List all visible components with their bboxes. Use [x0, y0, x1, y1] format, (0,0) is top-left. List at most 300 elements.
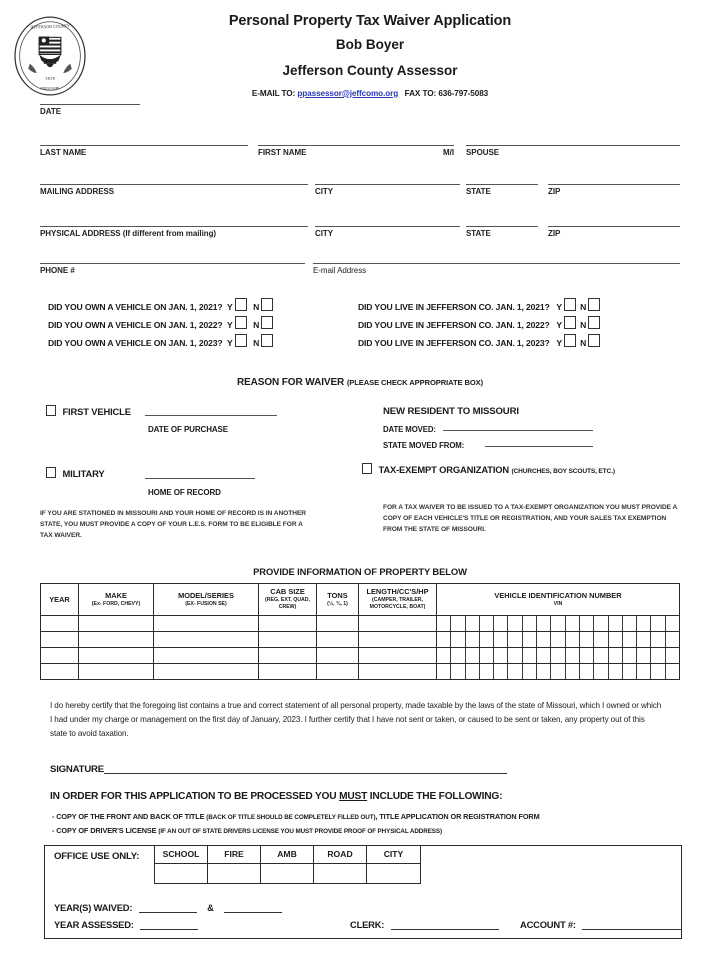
vin-box[interactable]: [580, 616, 594, 631]
physical-address-label: PHYSICAL ADDRESS (If different from mailing): [40, 229, 217, 238]
property-cell[interactable]: [79, 632, 154, 648]
vin-box[interactable]: [466, 616, 480, 631]
vin-box[interactable]: [637, 616, 651, 631]
physical-city-rule[interactable]: [315, 226, 460, 227]
home-of-record-rule[interactable]: [145, 478, 255, 479]
checkbox-military[interactable]: [46, 467, 56, 478]
vin-box[interactable]: [551, 632, 565, 647]
vin-cell[interactable]: [437, 632, 680, 648]
year-assessed-label: YEAR ASSESSED:: [54, 919, 134, 930]
property-table: [40, 583, 680, 680]
yes-text: Y: [556, 302, 562, 312]
vin-box[interactable]: [594, 648, 608, 663]
requirement-item-1: [52, 810, 672, 824]
vin-box[interactable]: [523, 632, 537, 647]
live-no-2022[interactable]: [580, 320, 602, 330]
fax-label: FAX TO:: [404, 88, 437, 98]
vin-box[interactable]: [451, 664, 465, 679]
email-field-label: E-mail Address: [313, 266, 367, 275]
property-cell[interactable]: [154, 632, 259, 648]
office-value-fire[interactable]: [208, 864, 261, 884]
property-cell[interactable]: [259, 664, 317, 680]
military-note: IF YOU ARE STATIONED IN MISSOURI AND YOUR HOME OF RECORD IS IN ANOTHER STATE, YOU MUST PROVIDE A COPY OF YOUR L.E.S. FORM TO BE ELIGIBLE FOR A TAX WAIVER.: [40, 510, 307, 539]
vin-box[interactable]: [508, 616, 522, 631]
date-label: DATE: [40, 107, 61, 116]
office-col-fire: FIRE: [208, 846, 261, 864]
physical-address-field[interactable]: [40, 226, 308, 238]
year-assessed-row[interactable]: [54, 919, 198, 930]
vin-box[interactable]: [451, 616, 465, 631]
reason-heading-note: (PLEASE CHECK APPROPRIATE BOX): [346, 378, 484, 387]
property-cell[interactable]: [317, 648, 359, 664]
mailing-city-label: CITY: [315, 187, 334, 196]
svg-text:JEFFERSON COUNTY: JEFFERSON COUNTY: [30, 23, 70, 30]
clerk-row[interactable]: [350, 919, 499, 930]
physical-city-field[interactable]: [315, 226, 460, 238]
office-value-road[interactable]: [314, 864, 367, 884]
live-county-label-2022: DID YOU LIVE IN JEFFERSON CO. JAN. 1, 2022?: [358, 320, 550, 330]
own-vehicle-row-2021: [48, 298, 275, 312]
col-year: [41, 584, 79, 616]
physical-state-label: STATE: [466, 229, 491, 238]
requirements-heading-after: INCLUDE THE FOLLOWING:: [367, 791, 503, 802]
military-option[interactable]: [46, 467, 105, 479]
vin-box[interactable]: [523, 616, 537, 631]
email-rule[interactable]: [313, 263, 680, 264]
property-cell[interactable]: [259, 616, 317, 632]
email-label: E-MAIL TO:: [251, 88, 296, 98]
yes-text: Y: [227, 320, 233, 330]
no-text: N: [253, 338, 260, 348]
col-cab-size-sub: (REG, EXT, QUAD, CREW): [265, 597, 310, 611]
mailing-state-label: STATE: [466, 187, 491, 196]
spouse-label: SPOUSE: [466, 148, 500, 157]
col-vin-label: VEHICLE IDENTIFICATION NUMBER: [494, 590, 622, 600]
vin-cell[interactable]: [437, 664, 680, 680]
vin-box[interactable]: [580, 648, 594, 663]
vin-box[interactable]: [623, 616, 637, 631]
own-vehicle-label-2023: DID YOU OWN A VEHICLE ON JAN. 1, 2023?: [48, 338, 223, 348]
col-length-label: LENGTH/CC'S/HP: [366, 587, 429, 596]
contact-line: [100, 89, 640, 98]
col-year-label: YEAR: [49, 594, 70, 604]
date-rule[interactable]: [40, 104, 140, 105]
property-cell[interactable]: [359, 616, 437, 632]
tax-exempt-note: (CHURCHES, BOY SCOUTS, ETC.): [511, 468, 615, 475]
vin-box[interactable]: [580, 632, 594, 647]
yes-text: Y: [556, 338, 562, 348]
property-cell[interactable]: [154, 664, 259, 680]
vin-box[interactable]: [666, 632, 679, 647]
years-waived-input-2[interactable]: [224, 903, 282, 913]
years-waived-input-1[interactable]: [139, 903, 197, 913]
office-use-header-row: [155, 846, 421, 864]
requirement-2-note: (IF AN OUT OF STATE DRIVERS LICENSE YOU MUST PROVIDE PROOF OF PHYSICAL ADDRESS): [158, 827, 442, 835]
checkbox-own-no-2022[interactable]: [261, 316, 273, 329]
col-make-label: MAKE: [105, 590, 127, 600]
mailing-city-rule[interactable]: [315, 184, 460, 185]
vin-box[interactable]: [651, 648, 665, 663]
years-waived-row[interactable]: [54, 902, 282, 913]
checkbox-own-yes-2021[interactable]: [235, 298, 247, 311]
vin-box[interactable]: [623, 648, 637, 663]
live-no-2023[interactable]: [580, 338, 602, 348]
vin-box[interactable]: [609, 648, 623, 663]
first-name-rule[interactable]: [258, 145, 454, 146]
mailing-address-label: MAILING ADDRESS: [40, 187, 115, 196]
mailing-address-rule[interactable]: [40, 184, 308, 185]
vin-box[interactable]: [494, 632, 508, 647]
property-cell[interactable]: [79, 648, 154, 664]
property-table-row[interactable]: [41, 632, 680, 648]
vin-box[interactable]: [651, 632, 665, 647]
vin-box[interactable]: [580, 664, 594, 679]
own-yes-2021[interactable]: [225, 302, 249, 312]
own-no-2021[interactable]: [251, 302, 275, 312]
vin-box-grid: [437, 632, 679, 647]
office-value-city[interactable]: [367, 864, 421, 884]
vin-box[interactable]: [537, 664, 551, 679]
checkbox-own-no-2021[interactable]: [261, 298, 273, 311]
tax-exempt-option[interactable]: [362, 463, 615, 475]
live-county-row-2021: [358, 298, 602, 312]
checkbox-first-vehicle[interactable]: [46, 405, 56, 416]
first-name-label: FIRST NAME: [258, 148, 307, 157]
office-col-city: CITY: [367, 846, 421, 864]
vin-box[interactable]: [651, 616, 665, 631]
property-cell[interactable]: [41, 632, 79, 648]
vin-box[interactable]: [637, 648, 651, 663]
vin-box[interactable]: [551, 664, 565, 679]
vin-box[interactable]: [566, 632, 580, 647]
assessor-name: Bob Boyer: [335, 37, 405, 53]
requirements-heading-before: IN ORDER FOR THIS APPLICATION TO BE PROCESSED YOU: [50, 791, 340, 802]
property-cell[interactable]: [317, 632, 359, 648]
property-cell[interactable]: [359, 664, 437, 680]
vin-box[interactable]: [494, 648, 508, 663]
live-no-2021[interactable]: [580, 302, 602, 312]
office-col-road: ROAD: [314, 846, 367, 864]
requirements-heading: [50, 791, 502, 802]
col-cab-size: [259, 584, 317, 616]
form-title: Personal Property Tax Waiver Application: [228, 13, 512, 29]
spouse-field[interactable]: [466, 145, 680, 157]
vin-box[interactable]: [480, 664, 494, 679]
vin-box[interactable]: [508, 632, 522, 647]
requirements-list: [52, 810, 672, 838]
home-of-record-label: HOME OF RECORD: [148, 488, 221, 497]
date-of-purchase-label: DATE OF PURCHASE: [148, 425, 229, 434]
col-tons-label: TONS: [327, 590, 348, 600]
account-input[interactable]: [582, 920, 682, 930]
state-moved-from-label: STATE MOVED FROM:: [383, 441, 465, 450]
property-table-body: [41, 616, 680, 680]
vin-box[interactable]: [437, 616, 451, 631]
property-table-row[interactable]: [41, 664, 680, 680]
checkbox-live-yes-2023[interactable]: [564, 334, 576, 347]
tax-exempt-paragraph: FOR A TAX WAIVER TO BE ISSUED TO A TAX-EXEMPT ORGANIZATION YOU MUST PROVIDE A COPY OF EACH VEHICLE'S TITLE OR REGISTRATION, AND YOUR SALES TAX EXEMPTION FROM THE STATE OF MISSOURI.: [383, 504, 677, 533]
checkbox-live-no-2022[interactable]: [588, 316, 600, 329]
vin-box[interactable]: [609, 632, 623, 647]
requirement-1-main: - COPY OF THE FRONT AND BACK OF TITLE: [52, 812, 207, 821]
checkbox-own-yes-2022[interactable]: [235, 316, 247, 329]
vin-box[interactable]: [494, 664, 508, 679]
first-vehicle-label: FIRST VEHICLE: [62, 406, 131, 417]
property-cell[interactable]: [79, 664, 154, 680]
yes-text: Y: [227, 338, 233, 348]
checkbox-live-no-2021[interactable]: [588, 298, 600, 311]
property-section-heading: PROVIDE INFORMATION OF PROPERTY BELOW: [253, 566, 467, 577]
checkbox-live-yes-2022[interactable]: [564, 316, 576, 329]
col-tons-sub: (½, ¾, 1): [327, 600, 348, 607]
vin-box[interactable]: [508, 648, 522, 663]
checkbox-own-no-2023[interactable]: [261, 334, 273, 347]
account-row[interactable]: [520, 919, 682, 930]
reason-for-waiver-heading: [0, 377, 720, 388]
vin-box[interactable]: [451, 648, 465, 663]
checkbox-live-yes-2021[interactable]: [564, 298, 576, 311]
col-model-sub: (EX- FUSION SE): [185, 600, 227, 607]
physical-state-rule[interactable]: [466, 226, 538, 227]
property-cell[interactable]: [41, 616, 79, 632]
property-cell[interactable]: [154, 616, 259, 632]
vin-box[interactable]: [537, 616, 551, 631]
vin-box[interactable]: [623, 632, 637, 647]
form-header: [0, 0, 720, 98]
mailing-zip-field[interactable]: [548, 184, 680, 196]
email-field[interactable]: [313, 263, 680, 275]
header-titles: [100, 10, 720, 98]
county-seal-icon: [11, 14, 89, 98]
vin-box[interactable]: [551, 616, 565, 631]
vin-box[interactable]: [623, 664, 637, 679]
checkbox-own-yes-2023[interactable]: [235, 334, 247, 347]
col-model-label: MODEL/SERIES: [178, 590, 234, 600]
vin-box[interactable]: [594, 616, 608, 631]
vin-box[interactable]: [508, 664, 522, 679]
clerk-input[interactable]: [391, 920, 499, 930]
first-name-field[interactable]: [258, 145, 454, 157]
email-link[interactable]: ppassessor@jeffcomo.org: [297, 88, 399, 98]
physical-zip-rule[interactable]: [548, 226, 680, 227]
vin-box[interactable]: [466, 664, 480, 679]
live-county-label-2023: DID YOU LIVE IN JEFFERSON CO. JAN. 1, 2023?: [358, 338, 550, 348]
property-cell[interactable]: [154, 648, 259, 664]
vin-box[interactable]: [566, 616, 580, 631]
new-resident-heading: NEW RESIDENT TO MISSOURI: [383, 406, 519, 417]
property-table-row[interactable]: [41, 616, 680, 632]
signature-rule[interactable]: [104, 764, 507, 774]
property-cell[interactable]: [259, 632, 317, 648]
physical-zip-label: ZIP: [548, 229, 561, 238]
no-text: N: [580, 302, 587, 312]
no-text: N: [580, 338, 587, 348]
mailing-zip-rule[interactable]: [548, 184, 680, 185]
vin-box[interactable]: [537, 632, 551, 647]
physical-city-label: CITY: [315, 229, 334, 238]
date-moved-rule[interactable]: [443, 430, 593, 431]
mailing-city-field[interactable]: [315, 184, 460, 196]
col-model: [154, 584, 259, 616]
year-assessed-input[interactable]: [140, 920, 198, 930]
vin-box-grid: [437, 648, 679, 663]
first-name-labels: [258, 148, 454, 157]
vin-box[interactable]: [609, 664, 623, 679]
mailing-state-rule[interactable]: [466, 184, 538, 185]
certification-paragraph: I do hereby certify that the foregoing list contains a true and correct statement of all personal property, made taxable by the laws of the state of Missouri, which I owned or which I had under my charge or management on the first day of January, 2023. I further certify that I have not sent or taken, or caused to be sent or taken, any property out of this state to avoid taxation.: [50, 701, 662, 739]
assessor-office: Jefferson County Assessor: [282, 63, 458, 79]
live-yes-2022[interactable]: [552, 320, 578, 330]
military-label: MILITARY: [62, 468, 105, 479]
property-table-row[interactable]: [41, 648, 680, 664]
property-cell[interactable]: [317, 616, 359, 632]
vin-box[interactable]: [480, 648, 494, 663]
col-length: [359, 584, 437, 616]
vin-box[interactable]: [666, 664, 679, 679]
vin-box[interactable]: [566, 648, 580, 663]
property-cell[interactable]: [41, 648, 79, 664]
own-yes-2023[interactable]: [225, 338, 249, 348]
own-yes-2022[interactable]: [225, 320, 249, 330]
requirement-1-note: (BACK OF TITLE SHOULD BE COMPLETELY FILLED OUT): [206, 814, 376, 821]
live-county-label-2021: DID YOU LIVE IN JEFFERSON CO. JAN. 1, 2021?: [358, 302, 550, 312]
own-vehicle-row-2023: [48, 334, 275, 348]
property-cell[interactable]: [359, 648, 437, 664]
vin-box[interactable]: [437, 632, 451, 647]
vin-box[interactable]: [594, 632, 608, 647]
col-vin-sub: VIN: [553, 600, 563, 607]
physical-zip-field[interactable]: [548, 226, 680, 238]
state-moved-from-rule[interactable]: [485, 446, 593, 447]
physical-address-rule[interactable]: [40, 226, 308, 227]
own-vehicle-label-2022: DID YOU OWN A VEHICLE ON JAN. 1, 2022?: [48, 320, 223, 330]
col-tons: [317, 584, 359, 616]
phone-rule[interactable]: [40, 263, 305, 264]
office-col-school: SCHOOL: [155, 846, 208, 864]
office-use-value-row[interactable]: [155, 864, 421, 884]
mailing-zip-label: ZIP: [548, 187, 561, 196]
vin-box[interactable]: [651, 664, 665, 679]
clerk-label: CLERK:: [350, 919, 385, 930]
office-use-label: OFFICE USE ONLY:: [54, 851, 140, 862]
mi-label: M/I: [443, 148, 454, 157]
svg-text:MISSOURI: MISSOURI: [40, 85, 60, 91]
vin-box[interactable]: [594, 664, 608, 679]
last-name-label: LAST NAME: [40, 148, 87, 157]
date-moved-label: DATE MOVED:: [383, 425, 436, 434]
own-vehicle-label-2021: DID YOU OWN A VEHICLE ON JAN. 1, 2021?: [48, 302, 223, 312]
last-name-field[interactable]: [40, 145, 248, 157]
vin-box[interactable]: [523, 664, 537, 679]
col-cab-size-label: CAB SIZE: [270, 587, 305, 596]
vin-box[interactable]: [609, 616, 623, 631]
date-of-purchase-rule[interactable]: [145, 415, 277, 416]
vin-box[interactable]: [480, 632, 494, 647]
live-county-row-2022: [358, 316, 602, 330]
mailing-state-field[interactable]: [466, 184, 538, 196]
vin-box[interactable]: [551, 648, 565, 663]
col-length-sub: (CAMPER, TRAILER, MOTORCYCLE, BOAT): [369, 597, 426, 611]
vin-box[interactable]: [666, 648, 679, 663]
signature-label: SIGNATURE: [50, 764, 104, 775]
first-vehicle-option[interactable]: [46, 405, 131, 417]
ampersand-label: &: [207, 902, 214, 913]
col-vin: [437, 584, 680, 616]
office-col-amb: AMB: [261, 846, 314, 864]
own-no-2023[interactable]: [251, 338, 275, 348]
checkbox-live-no-2023[interactable]: [588, 334, 600, 347]
checkbox-tax-exempt[interactable]: [362, 463, 372, 474]
requirement-item-2: [52, 824, 672, 838]
property-cell[interactable]: [259, 648, 317, 664]
vin-box[interactable]: [480, 616, 494, 631]
vin-box[interactable]: [494, 616, 508, 631]
vin-cell[interactable]: [437, 648, 680, 664]
signature-row[interactable]: [50, 764, 507, 775]
seal-container: [0, 10, 100, 98]
vin-box[interactable]: [566, 664, 580, 679]
svg-text:1818: 1818: [45, 75, 55, 81]
vin-box[interactable]: [466, 648, 480, 663]
vin-box[interactable]: [451, 632, 465, 647]
spouse-rule[interactable]: [466, 145, 680, 146]
office-use-table: [154, 845, 421, 884]
live-yes-2021[interactable]: [552, 302, 578, 312]
physical-state-field[interactable]: [466, 226, 538, 238]
property-cell[interactable]: [41, 664, 79, 680]
own-no-2022[interactable]: [251, 320, 275, 330]
property-cell[interactable]: [317, 664, 359, 680]
no-text: N: [580, 320, 587, 330]
requirements-heading-must: MUST: [339, 791, 368, 802]
requirement-1-tail: , TITLE APPLICATION OR REGISTRATION FORM: [375, 812, 540, 821]
property-table-header-row: [41, 584, 680, 616]
property-cell[interactable]: [79, 616, 154, 632]
vin-box[interactable]: [523, 648, 537, 663]
vin-box[interactable]: [637, 632, 651, 647]
date-field[interactable]: [40, 104, 140, 116]
live-county-row-2023: [358, 334, 602, 348]
own-vehicle-row-2022: [48, 316, 275, 330]
mailing-address-field[interactable]: [40, 184, 308, 196]
vin-box-grid: [437, 616, 679, 631]
phone-field[interactable]: [40, 263, 305, 275]
no-text: N: [253, 302, 260, 312]
last-name-rule[interactable]: [40, 145, 248, 146]
vin-box[interactable]: [437, 648, 451, 663]
yes-text: Y: [556, 320, 562, 330]
col-make-sub: (Ex- FORD, CHEVY): [91, 600, 141, 607]
yes-text: Y: [227, 302, 233, 312]
office-value-amb[interactable]: [261, 864, 314, 884]
live-yes-2023[interactable]: [552, 338, 578, 348]
tax-exempt-label: TAX-EXEMPT ORGANIZATION: [378, 464, 510, 475]
vin-box[interactable]: [537, 648, 551, 663]
vin-box[interactable]: [637, 664, 651, 679]
vin-box[interactable]: [666, 616, 679, 631]
office-value-school[interactable]: [155, 864, 208, 884]
years-waived-label: YEAR(S) WAIVED:: [54, 902, 133, 913]
vin-box-grid: [437, 664, 679, 679]
col-make: [79, 584, 154, 616]
vin-cell[interactable]: [437, 616, 680, 632]
vin-box[interactable]: [437, 664, 451, 679]
fax-number: 636-797-5083: [438, 88, 489, 98]
property-cell[interactable]: [359, 632, 437, 648]
reason-heading-text: REASON FOR WAIVER: [236, 377, 345, 388]
account-label: ACCOUNT #:: [520, 919, 576, 930]
vin-box[interactable]: [466, 632, 480, 647]
